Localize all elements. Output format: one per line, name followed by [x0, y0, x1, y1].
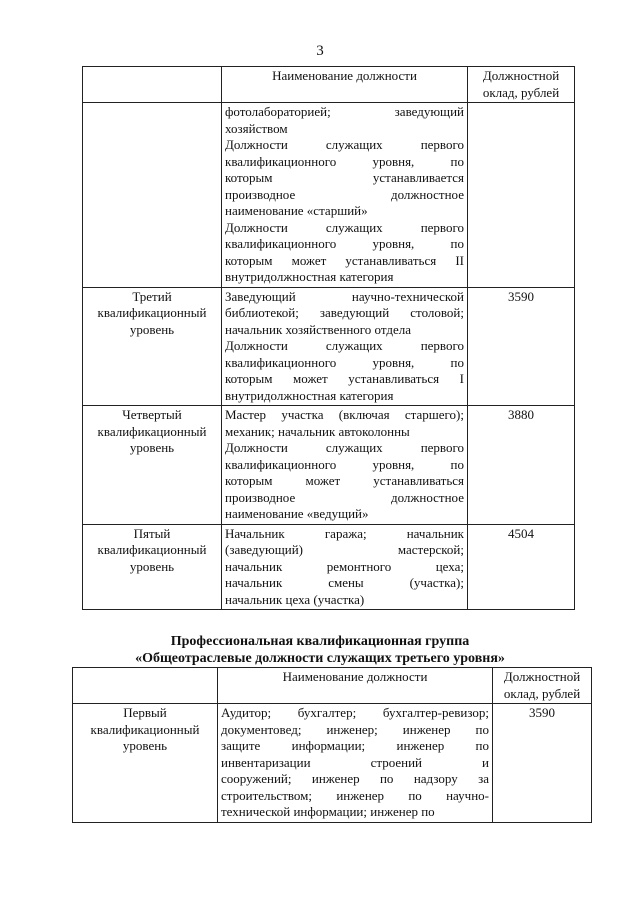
- position-line: квалификационного уровня, по: [225, 153, 464, 169]
- position-line: Должности служащих первого: [225, 137, 464, 152]
- table-header-row: [73, 668, 592, 704]
- position-line: начальник ремонтного цеха;: [225, 558, 464, 574]
- qualification-level: Четвертый квалификационный уровень: [83, 406, 222, 525]
- position-line: Аудитор; бухгалтер; бухгалтер-ревизор;: [221, 705, 489, 720]
- table-row: [83, 103, 575, 288]
- position-line: Заведующий научно-технической: [225, 288, 464, 304]
- qualification-level: Третий квалификационный уровень: [83, 287, 222, 406]
- header-level: [73, 668, 218, 704]
- position-line: Должности служащих первого: [225, 440, 464, 455]
- header-salary: Должностной оклад, рублей: [468, 67, 575, 103]
- position-line: внутридолжностная категория: [225, 387, 394, 403]
- table-row: [83, 406, 575, 525]
- position-line: квалификационного уровня, по: [225, 236, 464, 251]
- position-line: производное должностное: [225, 186, 464, 202]
- group-title-line2: «Общеотраслевые должности служащих третьего уровня»: [135, 651, 505, 666]
- page-number: 3: [316, 43, 324, 59]
- position-names: [222, 287, 468, 406]
- table-header-row: [83, 67, 575, 103]
- position-line: начальник смены (участка);: [225, 575, 464, 590]
- position-line: Мастер участка (включая старшего);: [225, 407, 464, 422]
- position-line: инвентаризации строений и: [221, 754, 489, 770]
- position-line: квалификационного уровня, по: [225, 456, 464, 472]
- position-line: библиотекой; заведующий столовой;: [225, 305, 464, 320]
- position-line: наименование «старший»: [225, 203, 368, 218]
- position-line: технической информации; инженер по: [221, 804, 435, 819]
- position-line: (заведующий) мастерской;: [225, 542, 464, 557]
- position-line: которым может устанавливаться II: [225, 252, 464, 268]
- qualification-level: [83, 103, 222, 288]
- position-line: Должности служащих первого: [225, 219, 464, 235]
- position-line: которым может устанавливаться: [225, 473, 464, 488]
- header-salary: Должностной оклад, рублей: [493, 668, 592, 704]
- salary-table-2: [72, 667, 592, 823]
- qualification-level: Пятый квалификационный уровень: [83, 524, 222, 610]
- position-names: [222, 406, 468, 525]
- table-row: [83, 524, 575, 610]
- position-line: внутридолжностная категория: [225, 269, 394, 284]
- position-line: механик; начальник автоколонны: [225, 423, 410, 439]
- position-line: которым может устанавливаться I: [225, 371, 464, 386]
- position-line: документовед; инженер; инженер по: [221, 721, 489, 737]
- position-line: хозяйством: [225, 120, 288, 136]
- qualification-level: Первый квалификационный уровень: [73, 704, 218, 823]
- position-line: начальник хозяйственного отдела: [225, 321, 412, 337]
- salary-value: 3590: [493, 704, 592, 823]
- position-line: фотолабораторией; заведующий: [225, 104, 464, 119]
- position-line: наименование «ведущий»: [225, 506, 369, 521]
- position-line: Должности служащих первого: [225, 338, 464, 353]
- salary-value: [468, 103, 575, 288]
- position-names: [222, 103, 468, 288]
- table-row: [83, 287, 575, 406]
- table-row: [73, 704, 592, 823]
- position-line: которым устанавливается: [225, 170, 464, 185]
- position-line: начальник цеха (участка): [225, 591, 365, 607]
- header-position: Наименование должности: [218, 668, 493, 704]
- salary-value: 3880: [468, 406, 575, 525]
- table1-body: [83, 103, 575, 610]
- salary-value: 4504: [468, 524, 575, 610]
- position-line: квалификационного уровня, по: [225, 354, 464, 370]
- header-position: Наименование должности: [222, 67, 468, 103]
- salary-value: 3590: [468, 287, 575, 406]
- position-line: защите информации; инженер по: [221, 738, 489, 753]
- position-line: производное должностное: [225, 489, 464, 505]
- salary-table-1: [82, 66, 575, 610]
- header-level: [83, 67, 222, 103]
- group-title-line1: Профессиональная квалификационная группа: [170, 634, 470, 649]
- position-names: [222, 524, 468, 610]
- position-line: сооружений; инженер по надзору за: [221, 771, 489, 786]
- position-names: [218, 704, 493, 823]
- position-line: строительством; инженер по научно-: [221, 787, 489, 803]
- position-line: Начальник гаража; начальник: [225, 525, 464, 541]
- table2-body: [73, 704, 592, 823]
